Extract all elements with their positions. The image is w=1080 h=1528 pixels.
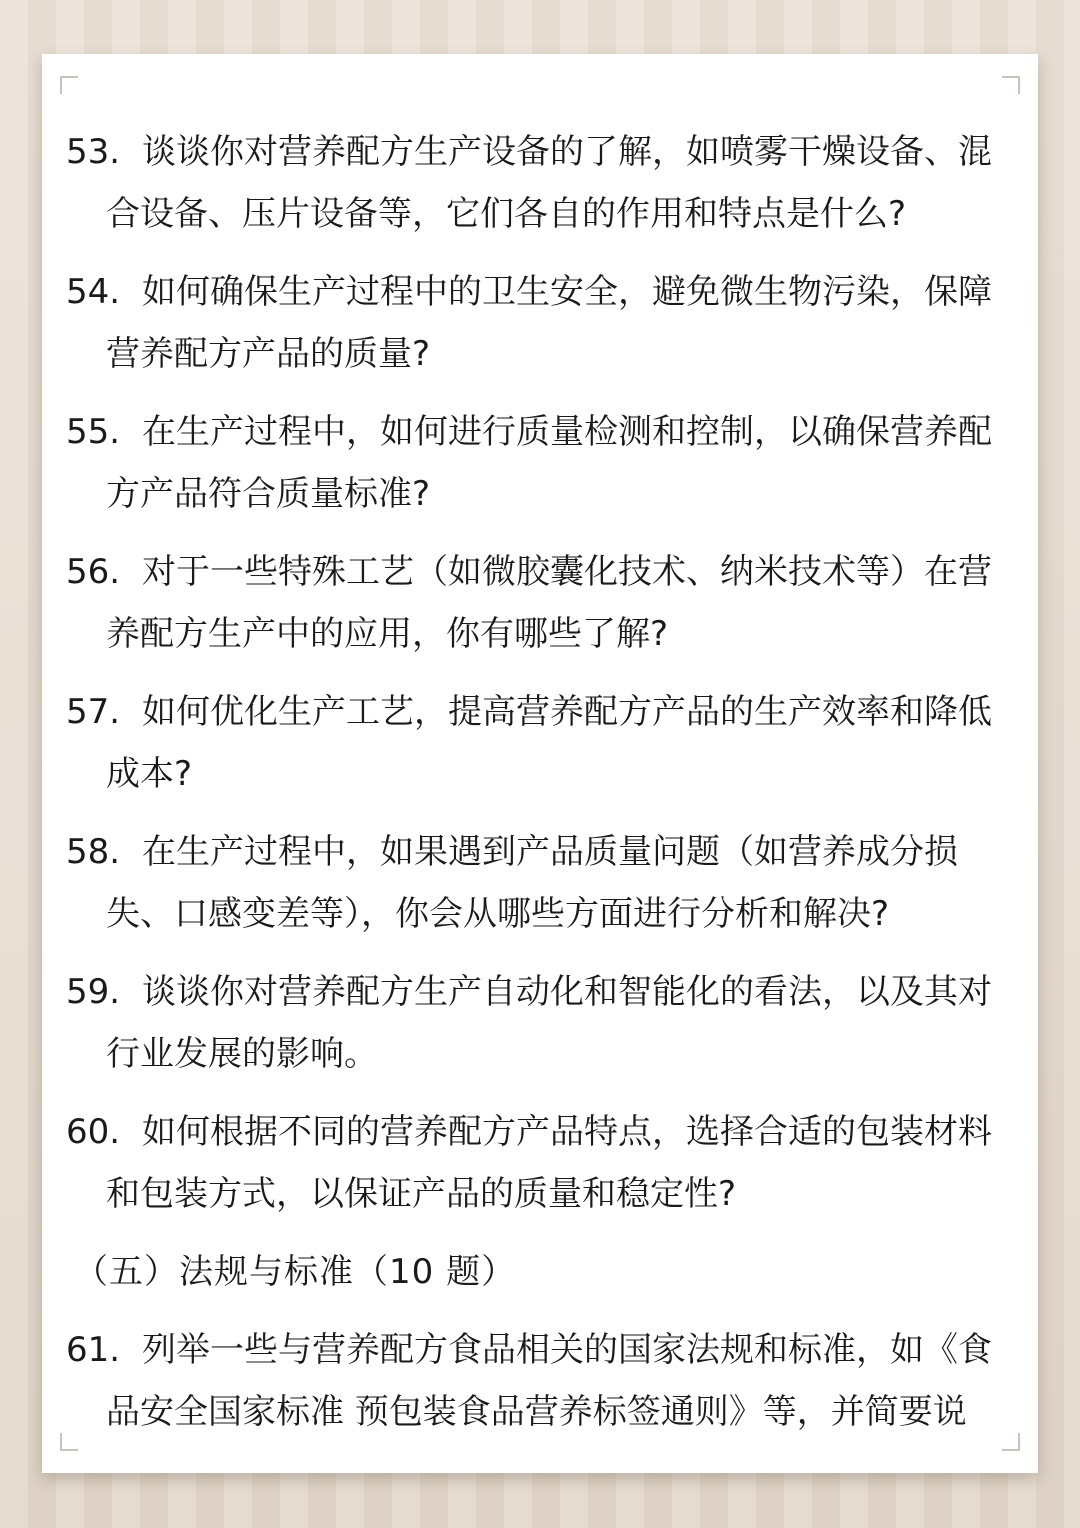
question-item [66, 261, 1018, 385]
question-item [66, 821, 1018, 945]
question-item [66, 121, 1018, 245]
question-number: 58. [66, 832, 121, 872]
question-item [66, 1101, 1018, 1225]
question-item [66, 1319, 1018, 1443]
corner-mark-top-left [60, 76, 78, 94]
question-text: 列举一些与营养配方食品相关的国家法规和标准，如《食品安全国家标准 预包装食品营养标签通则》等，并简要说 [106, 1330, 992, 1432]
question-number: 60. [66, 1112, 121, 1152]
question-text: 如何根据不同的营养配方产品特点，选择合适的包装材料和包装方式，以保证产品的质量和稳定性? [106, 1112, 992, 1214]
question-item [66, 681, 1018, 805]
question-text: 在生产过程中，如果遇到产品质量问题（如营养成分损失、口感变差等），你会从哪些方面进行分析和解决? [106, 832, 958, 934]
question-number: 55. [66, 412, 121, 452]
question-item [66, 961, 1018, 1085]
question-text: 如何优化生产工艺，提高营养配方产品的生产效率和降低成本? [106, 692, 992, 794]
corner-mark-top-right [1002, 76, 1020, 94]
question-list [66, 121, 1018, 1459]
question-number: 59. [66, 972, 121, 1012]
question-number: 54. [66, 272, 121, 312]
question-number: 57. [66, 692, 121, 732]
question-text: 谈谈你对营养配方生产自动化和智能化的看法，以及其对行业发展的影响。 [106, 972, 992, 1074]
question-text: 对于一些特殊工艺（如微胶囊化技术、纳米技术等）在营养配方生产中的应用，你有哪些了解? [106, 552, 992, 654]
question-number: 56. [66, 552, 121, 592]
question-item [66, 401, 1018, 525]
question-number: 61. [66, 1330, 121, 1370]
question-item [66, 541, 1018, 665]
document-card [42, 54, 1038, 1473]
section-heading: （五）法规与标准（10 题） [74, 1252, 517, 1292]
question-text: 如何确保生产过程中的卫生安全，避免微生物污染，保障营养配方产品的质量? [106, 272, 992, 374]
question-number: 53. [66, 132, 121, 172]
question-text: 在生产过程中，如何进行质量检测和控制，以确保营养配方产品符合质量标准? [106, 412, 992, 514]
question-text: 谈谈你对营养配方生产设备的了解，如喷雾干燥设备、混合设备、压片设备等，它们各自的作用和特点是什么? [106, 132, 992, 234]
